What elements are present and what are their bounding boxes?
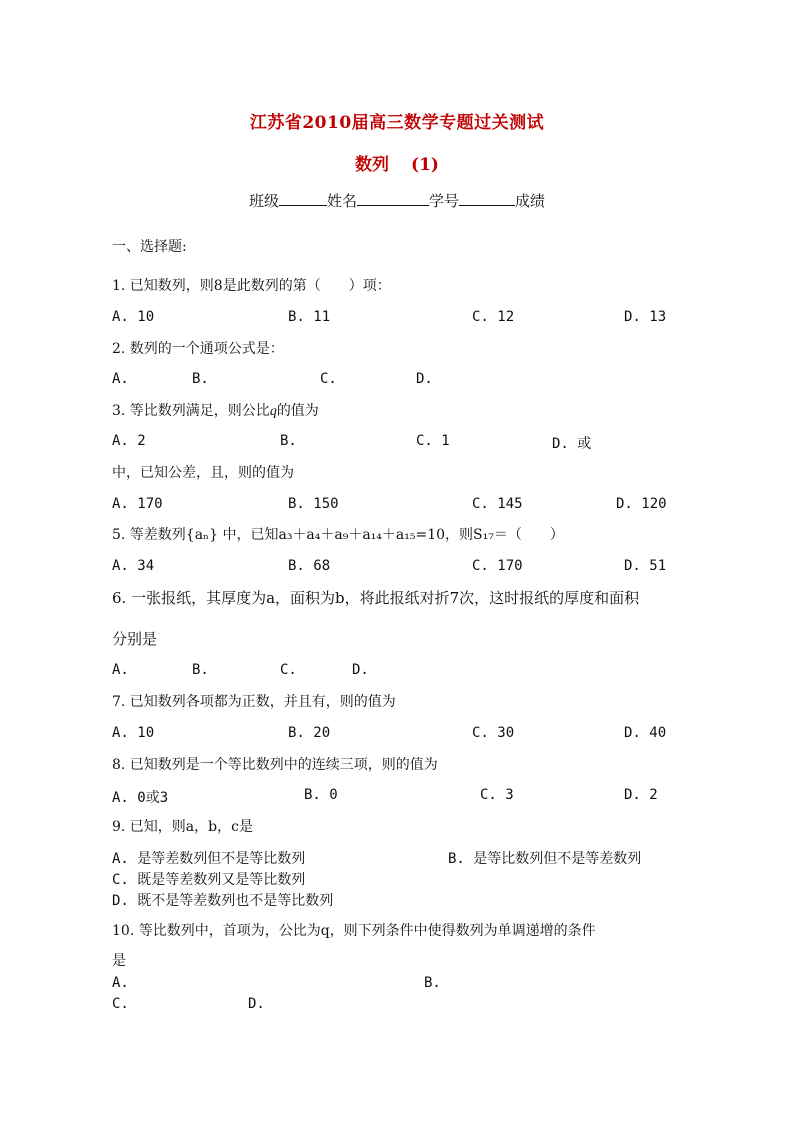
- question-1-option-a: A. 10: [112, 309, 155, 325]
- question-8-option-d: D. 2: [624, 787, 658, 803]
- question-2-option-c: C.: [320, 371, 337, 387]
- question-10-option-c: C.: [112, 996, 129, 1012]
- question-5-option-b: B. 68: [288, 558, 331, 574]
- question-4-option-b: B. 150: [288, 496, 339, 512]
- question-1-option-c: C. 12: [472, 309, 515, 325]
- question-3-stem: [112, 400, 319, 420]
- name-label: 姓名: [326, 192, 357, 210]
- question-2-option-d: D.: [416, 371, 433, 387]
- section-heading: 一、选择题:: [112, 239, 187, 255]
- question-6-option-b: B.: [192, 662, 209, 678]
- question-8-option-a: A. 0或3: [112, 790, 169, 806]
- class-label: 班级: [248, 192, 279, 210]
- score-label: 成绩: [515, 192, 546, 210]
- question-10-option-a: A.: [112, 975, 129, 991]
- subtitle-text: 数列: [355, 155, 390, 175]
- question-7-option-d: D. 40: [624, 725, 667, 741]
- question-8-option-c: C. 3: [480, 787, 514, 803]
- question-9-option-d: D. 既不是等差数列也不是等比数列: [112, 893, 334, 909]
- question-2-option-a: A.: [112, 371, 129, 387]
- question-4-option-a: A. 170: [112, 496, 163, 512]
- question-5-option-c: C. 170: [472, 558, 523, 574]
- question-7-stem: 7. 已知数列各项都为正数，并且有，则的值为: [112, 694, 396, 710]
- question-8-option-b: B. 0: [304, 787, 338, 803]
- id-blank: [459, 191, 515, 206]
- question-3-var-q: q: [269, 404, 277, 419]
- question-2-stem: 2. 数列的一个通项公式是：: [112, 341, 284, 357]
- question-10-stem: 10. 等比数列中，首项为，公比为q，则下列条件中使得数列为单调递增的条件: [112, 923, 596, 939]
- subtitle-number: (1): [411, 155, 439, 175]
- id-label: 学号: [429, 192, 460, 210]
- name-blank: [357, 191, 429, 206]
- page-subtitle: [0, 150, 794, 175]
- question-9-option-c: C. 既是等差数列又是等比数列: [112, 872, 306, 888]
- question-4-stem: 中，已知公差，且，则的值为: [112, 465, 294, 481]
- question-1-option-b: B. 11: [288, 309, 331, 325]
- question-3-stem-a: 3. 等比数列满足，则公比: [112, 403, 270, 419]
- question-9-option-a: A. 是等差数列但不是等比数列: [112, 851, 306, 867]
- question-5-stem: 5. 等差数列{aₙ} 中，已知a₃＋a₄＋a₉＋a₁₄＋a₁₅=10，则S₁₇＝（ ）: [112, 527, 564, 543]
- question-5-option-a: A. 34: [112, 558, 155, 574]
- question-10-stem-continued: 是: [112, 953, 126, 969]
- question-6-stem: 6. 一张报纸，其厚度为a，面积为b，将此报纸对折7次，这时报纸的厚度和面积: [112, 589, 640, 607]
- question-2-option-b: B.: [192, 371, 209, 387]
- student-info-line: [0, 190, 794, 211]
- question-3-option-b: B.: [280, 433, 297, 449]
- question-3-option-d: D. 或: [552, 436, 592, 452]
- question-7-option-b: B. 20: [288, 725, 331, 741]
- question-6-stem-continued: 分别是: [112, 630, 158, 648]
- question-6-option-d: D.: [352, 662, 369, 678]
- page-title: 江苏省2010届高三数学专题过关测试: [249, 113, 545, 133]
- question-1-stem: 1. 已知数列，则8是此数列的第（ ）项：: [112, 278, 391, 294]
- question-6-option-c: C.: [280, 662, 297, 678]
- question-3-option-a: A. 2: [112, 433, 146, 449]
- class-blank: [279, 191, 327, 206]
- question-9-option-b: B. 是等比数列但不是等差数列: [448, 851, 642, 867]
- question-3-option-c: C. 1: [416, 433, 450, 449]
- question-10-option-b: B.: [424, 975, 441, 991]
- question-4-option-c: C. 145: [472, 496, 523, 512]
- question-3-stem-b: 的值为: [276, 403, 319, 419]
- question-9-stem: 9. 已知，则a，b，c是: [112, 819, 253, 835]
- question-6-option-a: A.: [112, 662, 129, 678]
- question-1-option-d: D. 13: [624, 309, 667, 325]
- question-4-option-d: D. 120: [616, 496, 667, 512]
- question-7-option-a: A. 10: [112, 725, 155, 741]
- question-7-option-c: C. 30: [472, 725, 515, 741]
- question-10-option-d: D.: [248, 996, 265, 1012]
- question-8-stem: 8. 已知数列是一个等比数列中的连续三项，则的值为: [112, 757, 438, 773]
- question-5-option-d: D. 51: [624, 558, 667, 574]
